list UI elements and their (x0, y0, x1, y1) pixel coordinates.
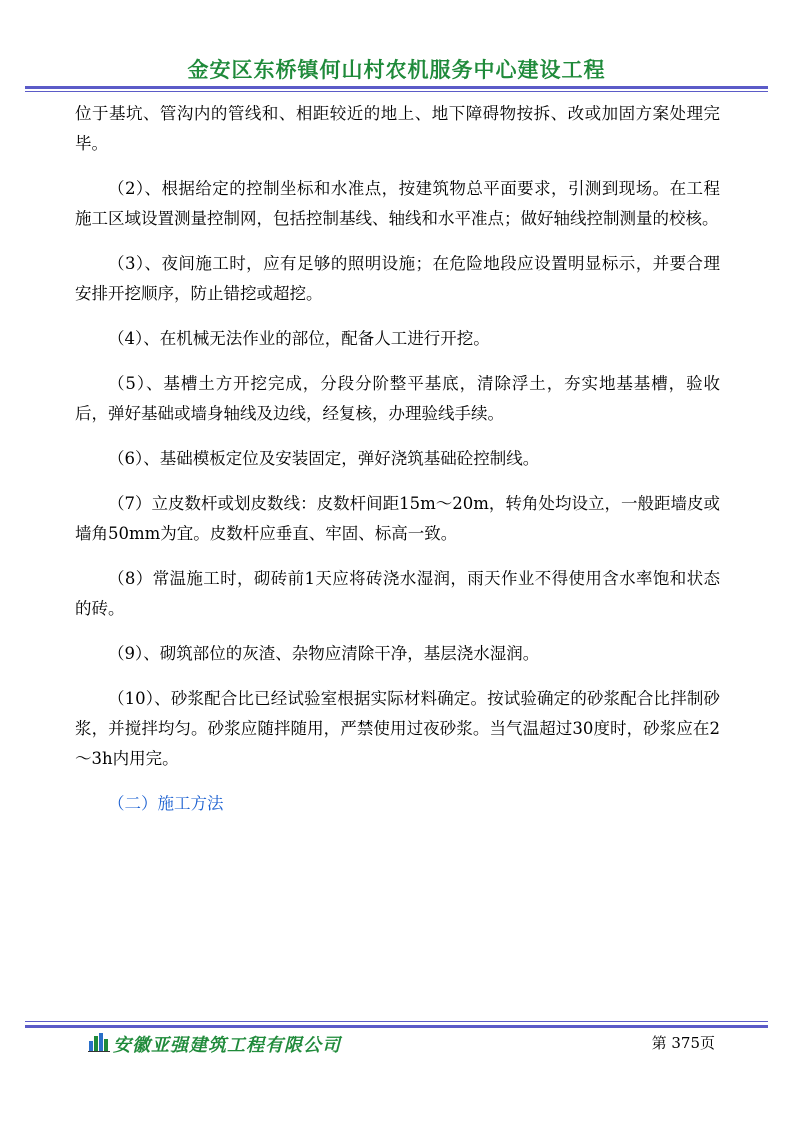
paragraph: （10）、砂浆配合比已经试验室根据实际材料确定。按试验确定的砂浆配合比拌制砂浆，并搅拌均匀。砂浆应随拌随用，严禁使用过夜砂浆。当气温超过30度时，砂浆应在2～3h内用完。 (75, 689, 720, 768)
header-rule-thick (25, 86, 768, 89)
paragraph: （9）、砌筑部位的灰渣、杂物应清除干净，基层浇水湿润。 (108, 644, 540, 663)
building-logo-icon (88, 1032, 110, 1052)
paragraph: 位于基坑、管沟内的管线和、相距较近的地上、地下障碍物按拆、改或加固方案处理完毕。 (75, 104, 720, 153)
paragraph: （2）、根据给定的控制坐标和水准点，按建筑物总平面要求，引测到现场。在工程施工区域设置测量控制网，包括控制基线、轴线和水平准点；做好轴线控制测量的校核。 (75, 179, 720, 228)
paragraph: （8）常温施工时，砌砖前1天应将砖浇水湿润，雨天作业不得使用含水率饱和状态的砖。 (75, 569, 720, 618)
section-heading: （二）施工方法 (108, 794, 224, 813)
paragraph: （7）立皮数杆或划皮数线：皮数杆间距15m～20m，转角处均设立，一般距墙皮或墙角50mm为宜。皮数杆应垂直、牢固、标高一致。 (75, 494, 720, 543)
footer-rule-thin (25, 1021, 768, 1022)
footer-page-number: 第 375页 (651, 1034, 715, 1052)
paragraph: （5）、基槽土方开挖完成，分段分阶整平基底，清除浮土，夯实地基基槽，验收后，弹好基础或墙身轴线及边线，经复核，办理验线手续。 (75, 374, 720, 423)
paragraph: （6）、基础模板定位及安装固定，弹好浇筑基础砼控制线。 (108, 449, 540, 468)
footer-company-name: 安徽亚强建筑工程有限公司 (113, 1035, 341, 1056)
paragraph: （4）、在机械无法作业的部位，配备人工进行开挖。 (108, 329, 490, 348)
header-rule-thin (25, 91, 768, 92)
footer-rule-thick (25, 1025, 768, 1028)
document-body (75, 99, 720, 819)
paragraph: （3）、夜间施工时，应有足够的照明设施；在危险地段应设置明显标示，并要合理安排开挖顺序，防止错挖或超挖。 (75, 254, 720, 303)
page-header-title: 金安区东桥镇何山村农机服务中心建设工程 (187, 58, 606, 82)
